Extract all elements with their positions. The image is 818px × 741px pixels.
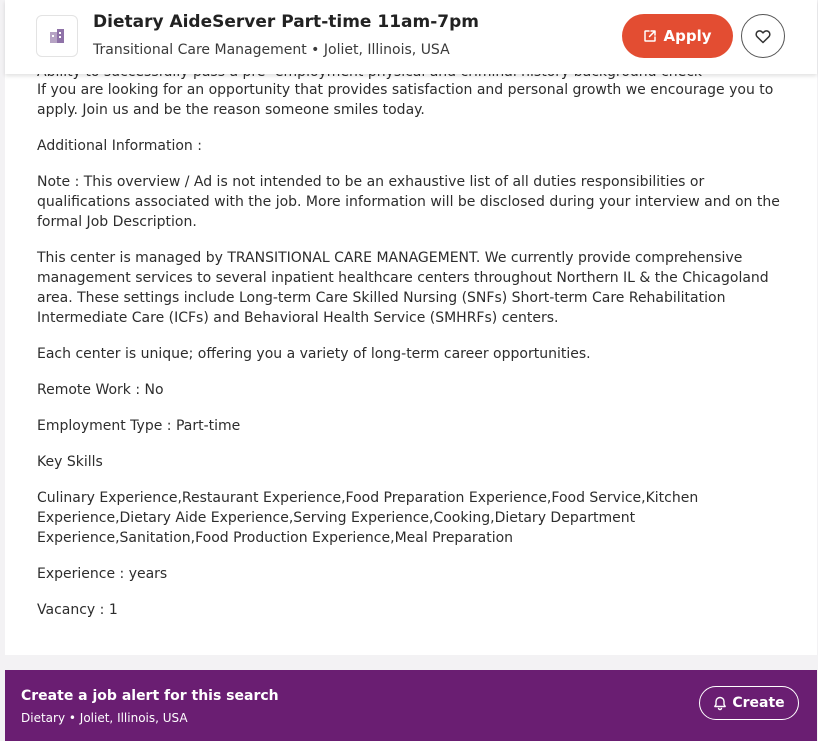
job-description	[37, 62, 787, 636]
create-alert-button[interactable]	[699, 686, 799, 720]
building-icon	[48, 27, 66, 45]
description-paragraph: Note : This overview / Ad is not intended to be an exhaustive list of all duties responsibilities or qualifications associated with the job. More information will be disclosed during your interview and on the formal Job Description.	[37, 174, 780, 230]
additional-info-heading: Additional Information :	[37, 138, 202, 154]
external-link-icon	[643, 29, 657, 43]
description-paragraph: If you are looking for an opportunity that provides satisfaction and personal growth we encourage you to apply. Join us and be the reason someone smiles today.	[37, 82, 774, 118]
job-header	[5, 0, 817, 74]
alert-separator: •	[68, 711, 76, 725]
job-title: Dietary AideServer Part-time 11am-7pm	[93, 12, 479, 32]
employment-type-value: Employment Type : Part-time	[37, 418, 241, 434]
key-skills-list: Culinary Experience,Restaurant Experience,Food Preparation Experience,Food Service,Kitchen Experience,Dietary Aide Experience,Serving Experience,Cooking,Dietary Department Experience,Sanitation,Food Production Experience,Meal Preparation	[37, 490, 699, 546]
meta-separator: •	[311, 42, 320, 58]
create-label: Create	[732, 695, 785, 711]
description-paragraph: This center is managed by TRANSITIONAL CARE MANAGEMENT. We currently provide comprehensive management services to several inpatient healthcare centers throughout Northern IL & the Chicagoland area. These settings include Long-term Care Skilled Nursing (SNFs) Short-term Care Rehabilitation Intermediate Care (ICFs) and Behavioral Health Service (SMHRFs) centers.	[37, 250, 769, 326]
heart-icon	[755, 29, 771, 44]
company-logo	[36, 15, 78, 57]
apply-button[interactable]	[622, 14, 733, 58]
favorite-button[interactable]	[741, 14, 785, 58]
job-alert-title: Create a job alert for this search	[21, 688, 279, 704]
job-alert-banner	[5, 670, 817, 741]
description-paragraph: Each center is unique; offering you a variety of long-term career opportunities.	[37, 346, 591, 362]
job-company-location	[93, 42, 450, 58]
job-description-card	[5, 0, 817, 655]
vacancy-value: Vacancy : 1	[37, 602, 118, 618]
key-skills-heading: Key Skills	[37, 454, 103, 470]
alert-location: Joliet, Illinois, USA	[79, 711, 188, 725]
experience-value: Experience : years	[37, 566, 168, 582]
job-location: Joliet, Illinois, USA	[323, 42, 450, 58]
job-alert-criteria	[21, 711, 188, 725]
alert-keyword: Dietary	[21, 711, 66, 725]
apply-label: Apply	[663, 27, 712, 45]
company-name: Transitional Care Management	[93, 42, 307, 58]
bell-icon	[713, 696, 727, 711]
remote-work-value: Remote Work : No	[37, 382, 164, 398]
